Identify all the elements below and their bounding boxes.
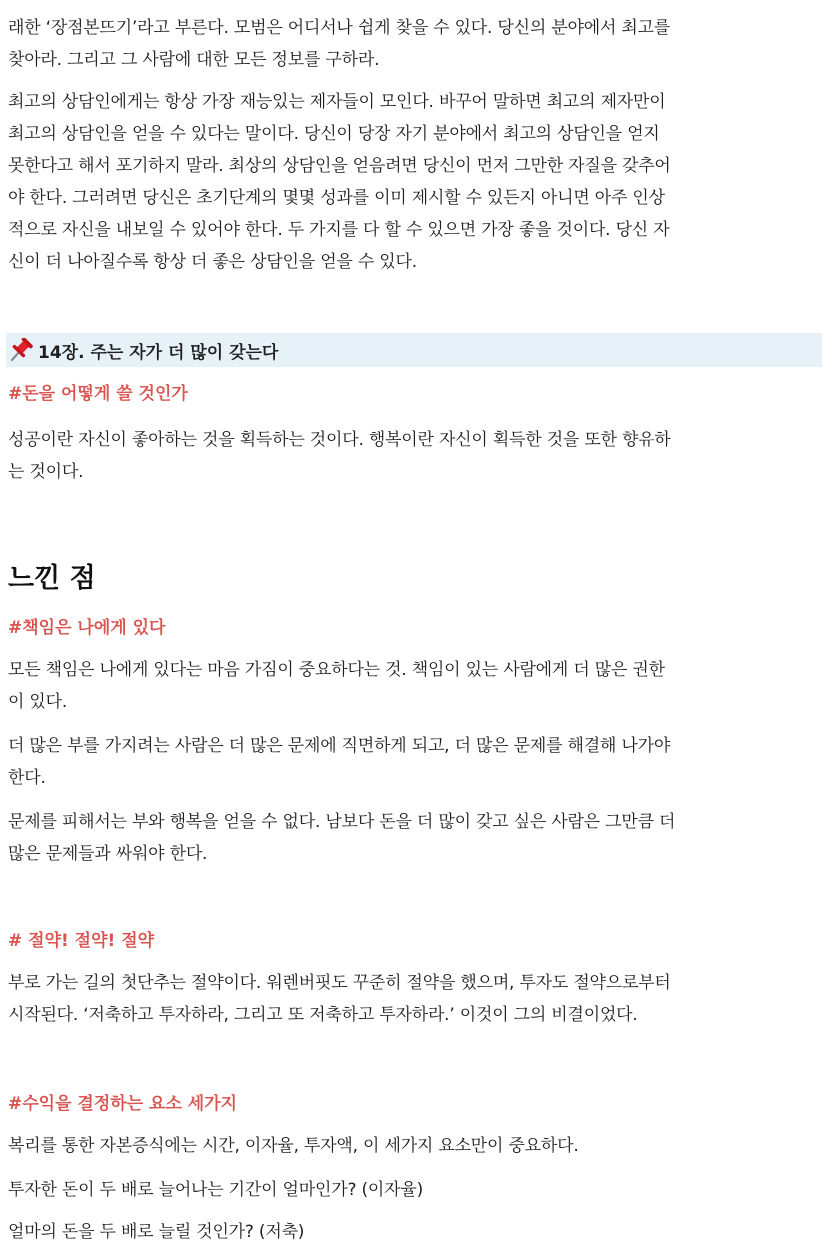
chapter-tag-block — [8, 378, 188, 410]
text-line: 문제를 피해서는 부와 행복을 얻을 수 없다. 남보다 돈을 더 많이 갖고 싶은 사람은 그만큼 더 — [8, 812, 676, 832]
text-line: 최고의 상담인을 얻을 수 있다는 말이다. 당신이 당장 자기 분야에서 최고의 상담인을 얻지 — [8, 124, 660, 144]
reflection-tag: # 절약! 절약! 절약 — [8, 931, 155, 951]
chapter-tag: #돈을 어떻게 쓸 것인가 — [8, 384, 188, 404]
reflection-paragraph — [8, 654, 665, 718]
section-title-block — [8, 561, 96, 597]
reflection-saving — [8, 925, 154, 957]
reflection-paragraph — [8, 1216, 304, 1248]
pushpin-icon — [8, 338, 34, 362]
text-line: 성공이란 자신이 좋아하는 것을 획득하는 것이다. 행복이란 자신이 획득한 것을 또한 향유하 — [8, 430, 671, 450]
text-line: 모든 책임은 나에게 있다는 마음 가짐이 중요하다는 것. 책임이 있는 사람에게 더 많은 권한 — [8, 660, 665, 680]
text-line: 얼마의 돈을 두 배로 늘릴 것인가? (저축) — [8, 1222, 305, 1242]
intro-paragraph-1 — [8, 12, 670, 76]
chapter-callout — [6, 333, 822, 367]
text-line: 복리를 통한 자본증식에는 시간, 이자율, 투자액, 이 세가지 요소만이 중요하다. — [8, 1136, 579, 1156]
reflection-responsibility — [8, 612, 165, 644]
reflection-paragraph — [8, 967, 671, 1031]
text-line: 는 것이다. — [8, 462, 84, 482]
reflection-paragraph — [8, 806, 675, 870]
section-title: 느낀 점 — [8, 563, 96, 594]
text-line: 투자한 돈이 두 배로 늘어나는 기간이 얼마인가? (이자율) — [8, 1180, 423, 1200]
text-line: 래한 ‘장점본뜨기’라고 부른다. 모범은 어디서나 쉽게 찾을 수 있다. 당신의 분야에서 최고를 — [8, 18, 671, 38]
reflection-tag: #수익을 결정하는 요소 세가지 — [8, 1094, 238, 1114]
intro-paragraph-2 — [8, 86, 671, 278]
reflection-paragraph — [8, 730, 670, 794]
text-line: 신이 더 나아질수록 항상 더 좋은 상담인을 얻을 수 있다. — [8, 252, 417, 272]
reflection-tag: #책임은 나에게 있다 — [8, 618, 166, 638]
text-line: 야 한다. 그러려면 당신은 초기단계의 몇몇 성과를 이미 제시할 수 있든지 아니면 아주 인상 — [8, 188, 665, 208]
text-line: 적으로 자신을 내보일 수 있어야 한다. 두 가지를 다 할 수 있으면 가장 좋을 것이다. 당신 자 — [8, 220, 670, 240]
text-line: 시작된다. ‘저축하고 투자하라, 그리고 또 저축하고 투자하라.’ 이것이 그의 비결이었다. — [8, 1005, 638, 1025]
reflection-return-factors — [8, 1088, 237, 1120]
text-line: 부로 가는 길의 첫단추는 절약이다. 워렌버핏도 꾸준히 절약을 했으며, 투자도 절약으로부터 — [8, 973, 671, 993]
text-line: 최고의 상담인에게는 항상 가장 재능있는 제자들이 모인다. 바꾸어 말하면 최고의 제자만이 — [8, 92, 666, 112]
reflection-paragraph — [8, 1174, 423, 1206]
chapter-paragraph — [8, 424, 671, 488]
chapter-title: 14장. 주는 자가 더 많이 갖는다 — [38, 342, 279, 363]
text-line: 이 있다. — [8, 692, 68, 712]
text-line: 많은 문제들과 싸워야 한다. — [8, 844, 208, 864]
reflection-paragraph — [8, 1130, 579, 1162]
text-line: 찾아라. 그리고 그 사람에 대한 모든 정보를 구하라. — [8, 50, 380, 70]
text-line: 더 많은 부를 가지려는 사람은 더 많은 문제에 직면하게 되고, 더 많은 문제를 해결해 나가야 — [8, 736, 671, 756]
text-line: 한다. — [8, 768, 46, 788]
text-line: 못한다고 해서 포기하지 말라. 최상의 상담인을 얻음려면 당신이 먼저 그만한 자질을 갖추어 — [8, 156, 671, 176]
